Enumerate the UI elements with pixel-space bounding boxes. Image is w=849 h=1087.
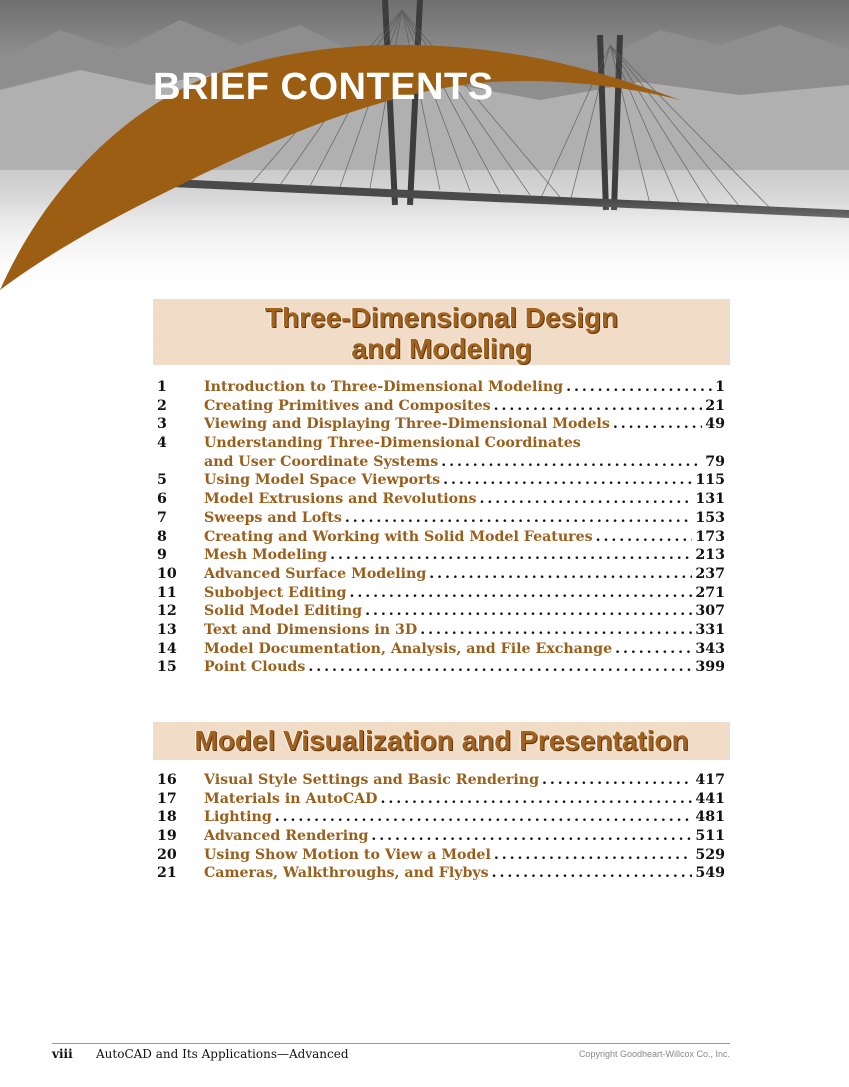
toc-entry[interactable]: [157, 378, 725, 397]
page-number: 549: [695, 865, 725, 882]
leader-dots: [365, 602, 692, 621]
chapter-title: Introduction to Three-Dimensional Modeling: [204, 379, 564, 395]
page-number: 481: [695, 809, 725, 826]
chapter-title: Subobject Editing: [204, 584, 347, 601]
page-number: 153: [695, 509, 725, 526]
chapter-number: 21: [157, 865, 177, 882]
toc-list-3d-design: [157, 378, 725, 677]
chapter-title: Visual Style Settings and Basic Rendering: [204, 772, 539, 788]
toc-entry[interactable]: [157, 790, 725, 809]
chapter-title-continued: and User Coordinate Systems: [204, 453, 439, 470]
toc-entry[interactable]: [157, 546, 725, 565]
leader-dots: [308, 658, 692, 677]
chapter-number: 7: [157, 509, 167, 526]
page-number: 173: [695, 528, 725, 545]
toc-entry[interactable]: [157, 434, 725, 453]
page-number: 307: [695, 603, 725, 620]
chapter-number: 18: [157, 809, 177, 826]
chapter-number: 16: [157, 772, 177, 788]
toc-entry[interactable]: [157, 846, 725, 865]
leader-dots: [479, 490, 692, 509]
chapter-title: Sweeps and Lofts: [204, 509, 342, 526]
page-number: 131: [695, 491, 725, 508]
leader-dots: [420, 621, 692, 640]
section-heading-3d-design: [153, 299, 730, 365]
chapter-title: Lighting: [204, 809, 272, 826]
toc-entry[interactable]: [157, 827, 725, 846]
chapter-number: 17: [157, 790, 177, 807]
chapter-number: 11: [157, 584, 177, 601]
chapter-title: Using Model Space Viewports: [204, 472, 441, 489]
page-number: 441: [695, 790, 725, 807]
toc-list-visualization: [157, 771, 725, 883]
section-heading-visualization: [153, 722, 730, 760]
page-number: 213: [695, 547, 725, 564]
chapter-number: 3: [157, 416, 167, 433]
chapter-title: Materials in AutoCAD: [204, 790, 378, 807]
chapter-title: Cameras, Walkthroughs, and Flybys: [204, 865, 489, 882]
toc-entry[interactable]: [157, 808, 725, 827]
hero-bridge-photo: [0, 0, 849, 300]
chapter-number: 8: [157, 528, 167, 545]
page-number: 417: [695, 772, 725, 788]
page-number: 237: [695, 565, 725, 582]
chapter-number: 9: [157, 547, 167, 564]
toc-entry[interactable]: [157, 621, 725, 640]
leader-dots: [330, 546, 692, 565]
chapter-title: Using Show Motion to View a Model: [204, 846, 491, 863]
chapter-title: Viewing and Displaying Three-Dimensional Models: [204, 416, 610, 433]
toc-entry[interactable]: [157, 397, 725, 416]
chapter-number: 15: [157, 659, 177, 676]
toc-entry-continued[interactable]: [157, 453, 725, 472]
page-number: 1: [715, 379, 725, 395]
toc-entry[interactable]: [157, 771, 725, 790]
leader-dots: [429, 565, 692, 584]
section-heading-line: Three-Dimensional Design: [264, 302, 619, 333]
leader-dots: [596, 528, 693, 547]
chapter-title: Model Extrusions and Revolutions: [204, 491, 477, 508]
chapter-title: Model Documentation, Analysis, and File Exchange: [204, 640, 613, 657]
page-number: 529: [695, 846, 725, 863]
leader-dots: [615, 640, 692, 659]
toc-entry[interactable]: [157, 602, 725, 621]
page-number: 49: [705, 416, 725, 433]
page-number: 399: [695, 659, 725, 676]
chapter-number: 19: [157, 828, 177, 845]
chapter-number: 14: [157, 640, 177, 657]
chapter-title: Creating and Working with Solid Model Features: [204, 528, 593, 545]
chapter-number: 12: [157, 603, 177, 620]
chapter-title: Point Clouds: [204, 659, 306, 676]
footer-page-number: viii: [52, 1047, 73, 1061]
chapter-number: 6: [157, 491, 167, 508]
toc-entry[interactable]: [157, 490, 725, 509]
chapter-number: 13: [157, 621, 177, 638]
leader-dots: [494, 397, 703, 416]
toc-entry[interactable]: [157, 584, 725, 603]
page-number: 331: [695, 621, 725, 638]
chapter-number: 4: [157, 435, 167, 452]
leader-dots: [345, 509, 693, 528]
toc-entry[interactable]: [157, 658, 725, 677]
leader-dots: [492, 864, 693, 883]
page-number: 115: [695, 472, 725, 489]
chapter-title: Solid Model Editing: [204, 603, 363, 620]
leader-dots: [613, 415, 702, 434]
leader-dots: [566, 378, 712, 397]
toc-entry[interactable]: [157, 471, 725, 490]
toc-entry[interactable]: [157, 565, 725, 584]
page-title: BRIEF CONTENTS: [153, 66, 494, 108]
chapter-title: Advanced Surface Modeling: [204, 565, 427, 582]
chapter-title: Creating Primitives and Composites: [204, 397, 491, 414]
toc-entry[interactable]: [157, 415, 725, 434]
chapter-number: 5: [157, 472, 167, 489]
page-number: 511: [695, 828, 725, 845]
chapter-title: Advanced Rendering: [204, 828, 369, 845]
section-heading-line: and Modeling: [351, 333, 532, 364]
page-number: 21: [705, 397, 725, 414]
chapter-number: 2: [157, 397, 167, 414]
toc-entry[interactable]: [157, 864, 725, 883]
footer-copyright: Copyright Goodheart-Willcox Co., Inc.: [578, 1049, 730, 1059]
chapter-title: Mesh Modeling: [204, 547, 328, 564]
chapter-title: Understanding Three-Dimensional Coordinates: [204, 435, 581, 452]
leader-dots: [443, 471, 692, 490]
toc-entry[interactable]: [157, 528, 725, 547]
footer-book-title: AutoCAD and Its Applications—Advanced: [96, 1047, 349, 1061]
section-heading-line: Model Visualization and Presentation: [194, 725, 689, 756]
page-number: 79: [705, 453, 725, 470]
leader-dots: [494, 846, 693, 865]
leader-dots: [380, 790, 692, 809]
footer-rule: [52, 1043, 730, 1044]
leader-dots: [275, 808, 693, 827]
page-number: 271: [695, 584, 725, 601]
leader-dots: [441, 453, 702, 472]
page-number: 343: [695, 640, 725, 657]
leader-dots: [349, 584, 692, 603]
leader-dots: [371, 827, 692, 846]
toc-entry[interactable]: [157, 509, 725, 528]
chapter-number: 1: [157, 379, 167, 395]
leader-dots: [542, 771, 692, 790]
chapter-number: 10: [157, 565, 177, 582]
chapter-number: 20: [157, 846, 177, 863]
chapter-title: Text and Dimensions in 3D: [204, 621, 418, 638]
toc-entry[interactable]: [157, 640, 725, 659]
